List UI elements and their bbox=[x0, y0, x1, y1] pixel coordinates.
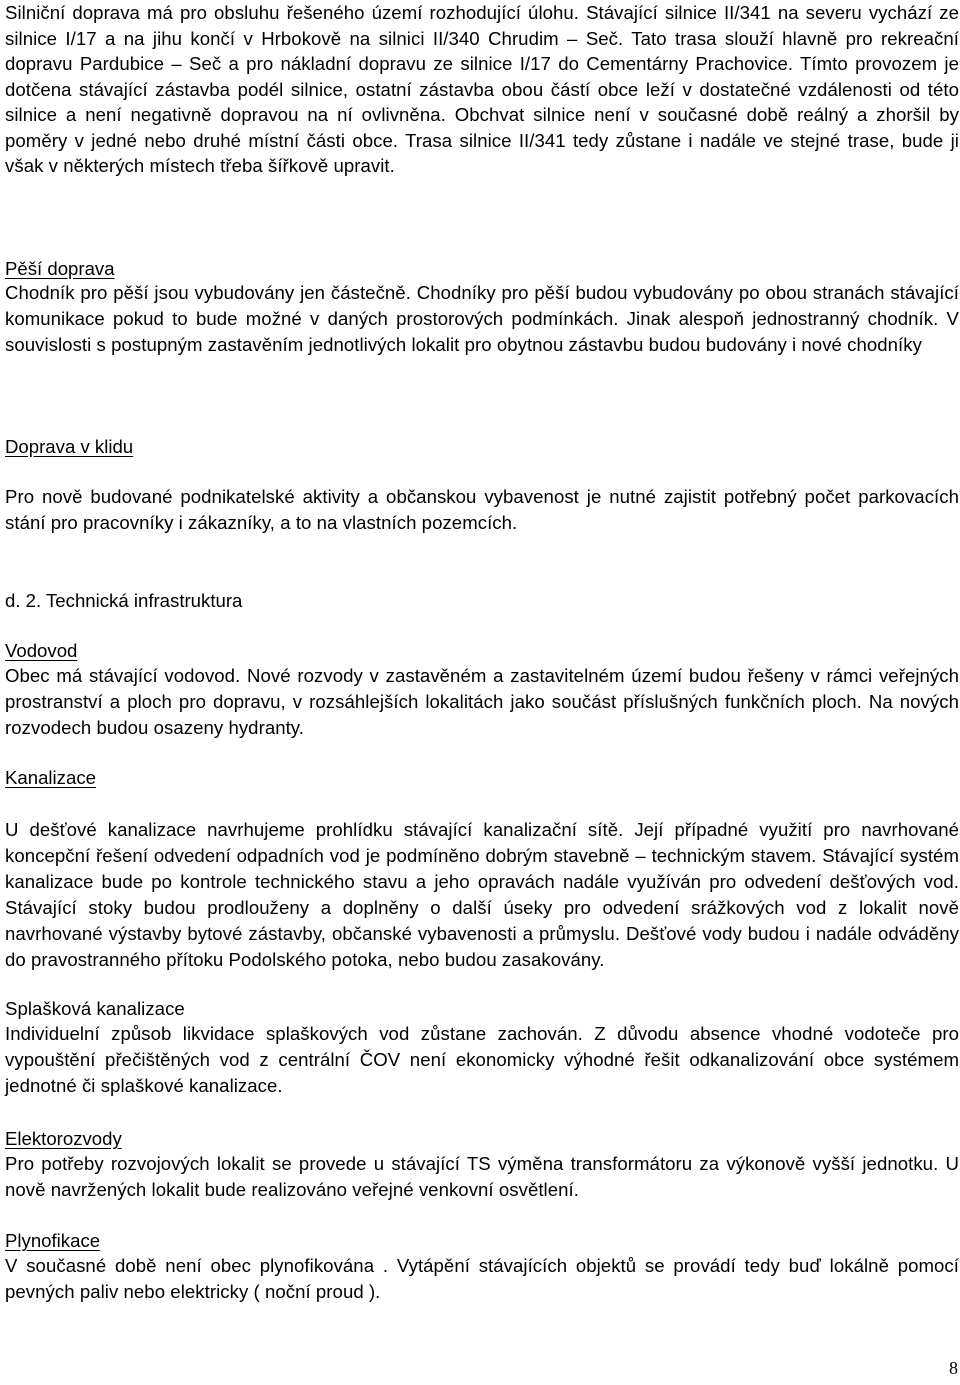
heading-kanalizace: Kanalizace bbox=[5, 767, 96, 788]
heading-doprava-v-klidu: Doprava v klidu bbox=[5, 436, 134, 457]
section-heading-technicka-infrastruktura: d. 2. Technická infrastruktura bbox=[5, 590, 243, 611]
intro-paragraph: Silniční doprava má pro obsluhu řešeného území rozhodující úlohu. Stávající silnice II/341 na severu vychází ze silnice I/17 a na jihu končí v Hrbokově na silnici II/340 Chrudim – Seč. Tato trasa slouží hlavně pro rekreační dopravu Pardubice – Seč a pro nákladní dopravu ze silnice I/17 do Cementárny Prachovice. Tímto provozem je dotčena stávající zástavba podél silnice, ostatní zástavba obou částí obce leží v dostatečné vzdálenosti od této silnice a není negativně dopravou na ní ovlivněna. Obchvat silnice není v současné době reálný a zhoršil by poměry v jedné nebo druhé místní části obce. Trasa silnice II/341 tedy zůstane i nadále ve stejné trase, bude ji však v některých místech třeba šířkově upravit. bbox=[5, 2, 959, 176]
pesi-doprava-paragraph: Chodník pro pěší jsou vybudovány jen částečně. Chodníky pro pěší budou vybudovány po obou stranách stávající komunikace pokud to bude možné v daných prostorových podmínkách. Jinak alespoň jednostranný chodník. V souvislosti s postupným zastavěním jednotlivých lokalit pro obytnou zástavbu budou budovány i nové chodníky bbox=[5, 282, 959, 355]
heading-plynofikace: Plynofikace bbox=[5, 1230, 101, 1251]
vodovod-paragraph: Obec má stávající vodovod. Nové rozvody v zastavěném a zastavitelném území budou řešeny v rámci veřejných prostranství a ploch pro dopravu, v rozsáhlejších lokalitách jako součást příslušných funkčních ploch. Na nových rozvodech budou osazeny hydranty. bbox=[5, 665, 959, 738]
doprava-v-klidu-paragraph: Pro nově budované podnikatelské aktivity a občanskou vybavenost je nutné zajistit potřebný počet parkovacích stání pro pracovníky i zákazníky, a to na vlastních pozemcích. bbox=[5, 486, 959, 533]
heading-elektrorozvody: Elektorozvody bbox=[5, 1128, 122, 1149]
subheading-splaskova-kanalizace: Splašková kanalizace bbox=[5, 998, 185, 1019]
plynofikace-paragraph: V současné době není obec plynofikována . Vytápění stávajících objektů se provádí tedy buď lokálně pomocí pevných paliv nebo elektricky ( noční proud ). bbox=[5, 1255, 959, 1302]
destova-kanalizace-paragraph: U dešťové kanalizace navrhujeme prohlídku stávající kanalizační sítě. Její případné využití pro navrhované koncepční řešení odvedení odpadních vod je podmíněno dobrým stavebně – technickým stavem. Stávající systém kanalizace bude po kontrole technického stavu a jeho opravách nadále využíván pro odvedení dešťových vod. Stávající stoky budou prodlouženy a doplněny o další úseky pro odvedení srážkových vod z lokalit nově navrhované výstavby bytové zástavby, občanské vybavenosti a průmyslu. Dešťové vody budou i nadále odváděny do pravostranného přítoku Podolského potoka, nebo budou zasakovány. bbox=[5, 819, 959, 970]
elektrorozvody-paragraph: Pro potřeby rozvojových lokalit se provede u stávající TS výměna transformátoru za výkonově vyšší jednotku. U nově navržených lokalit bude realizováno veřejné venkovní osvětlení. bbox=[5, 1153, 959, 1200]
page-number: 8 bbox=[949, 1358, 958, 1378]
splaskova-kanalizace-paragraph: Individuelní způsob likvidace splaškových vod zůstane zachován. Z důvodu absence vhodné vodoteče pro vypouštění přečištěných vod z centrální ČOV není ekonomicky výhodné řešit odkanalizování obce systémem jednotné či splaškové kanalizace. bbox=[5, 1023, 959, 1096]
heading-vodovod: Vodovod bbox=[5, 640, 78, 661]
heading-pesi-doprava: Pěší doprava bbox=[5, 258, 115, 279]
